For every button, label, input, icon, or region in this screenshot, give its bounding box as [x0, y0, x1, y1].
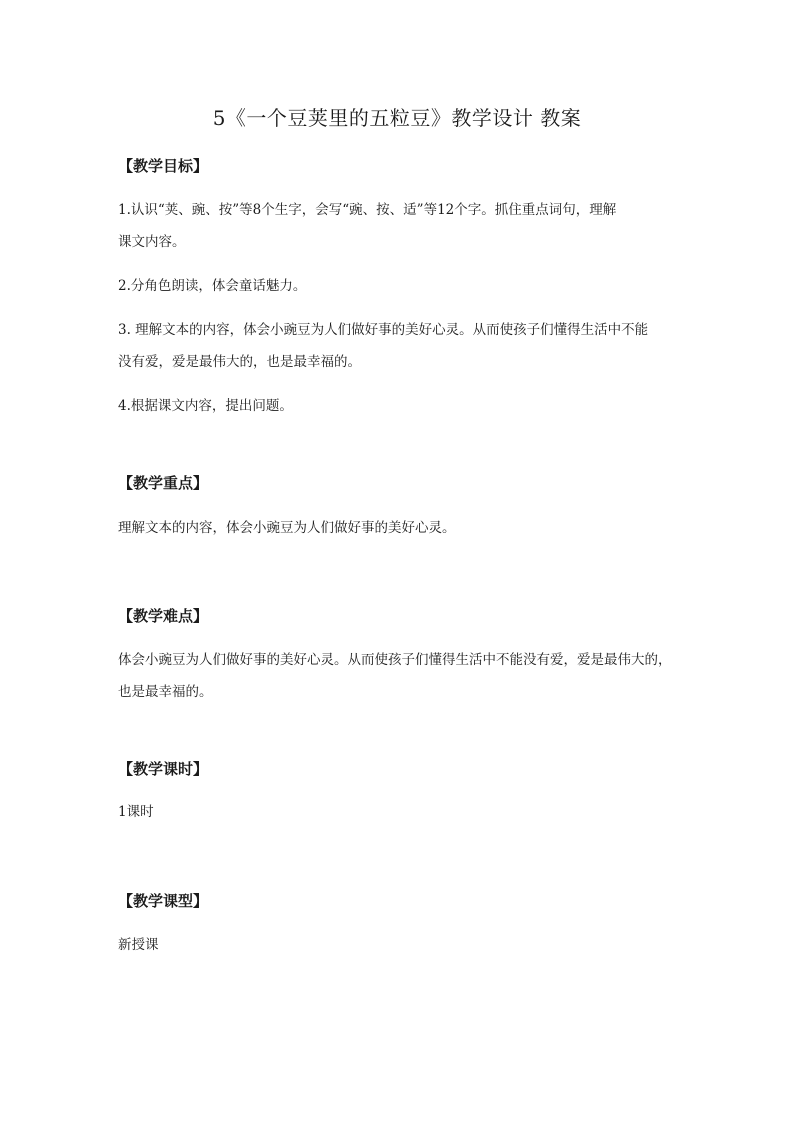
lesson-type-heading: 【教学课型】 [118, 892, 209, 910]
hours-line-1: 1课时 [118, 804, 154, 820]
key-points-text [118, 512, 678, 544]
difficulties-text [118, 644, 678, 708]
objective-item-3 [118, 314, 678, 378]
hours-text [118, 796, 678, 828]
difficulties-line-2: 也是最幸福的。 [118, 684, 213, 700]
key-points-heading: 【教学重点】 [118, 474, 209, 492]
objective-item-3-line-1: 3. 理解文本的内容，体会小豌豆为人们做好事的美好心灵。从而使孩子们懂得生活中不能 [118, 322, 649, 338]
objective-item-1 [118, 194, 678, 258]
key-points-line-1: 理解文本的内容，体会小豌豆为人们做好事的美好心灵。 [118, 520, 456, 536]
difficulties-heading: 【教学难点】 [118, 607, 209, 625]
lesson-type-text [118, 929, 678, 961]
objective-item-2-line-1: 2.分角色朗读，体会童话魅力。 [118, 278, 307, 294]
objective-item-2 [118, 270, 678, 302]
lesson-type-line-1: 新授课 [118, 937, 159, 953]
document-title: 5《一个豆荚里的五粒豆》教学设计 教案 [212, 106, 582, 130]
hours-heading: 【教学课时】 [118, 760, 209, 778]
objective-item-3-line-2: 没有爱，爱是最伟大的，也是最幸福的。 [118, 354, 361, 370]
objective-item-4 [118, 390, 678, 422]
difficulties-line-1: 体会小豌豆为人们做好事的美好心灵。从而使孩子们懂得生活中不能没有爱，爱是最伟大的， [118, 652, 672, 668]
objective-item-1-line-1: 1.认识“荚、豌、按”等8个生字，会写“豌、按、适”等12个字。抓住重点词句，理解 [118, 202, 617, 218]
objective-item-1-line-2: 课文内容。 [118, 234, 186, 250]
objectives-heading: 【教学目标】 [118, 157, 209, 175]
objective-item-4-line-1: 4.根据课文内容，提出问题。 [118, 398, 293, 414]
